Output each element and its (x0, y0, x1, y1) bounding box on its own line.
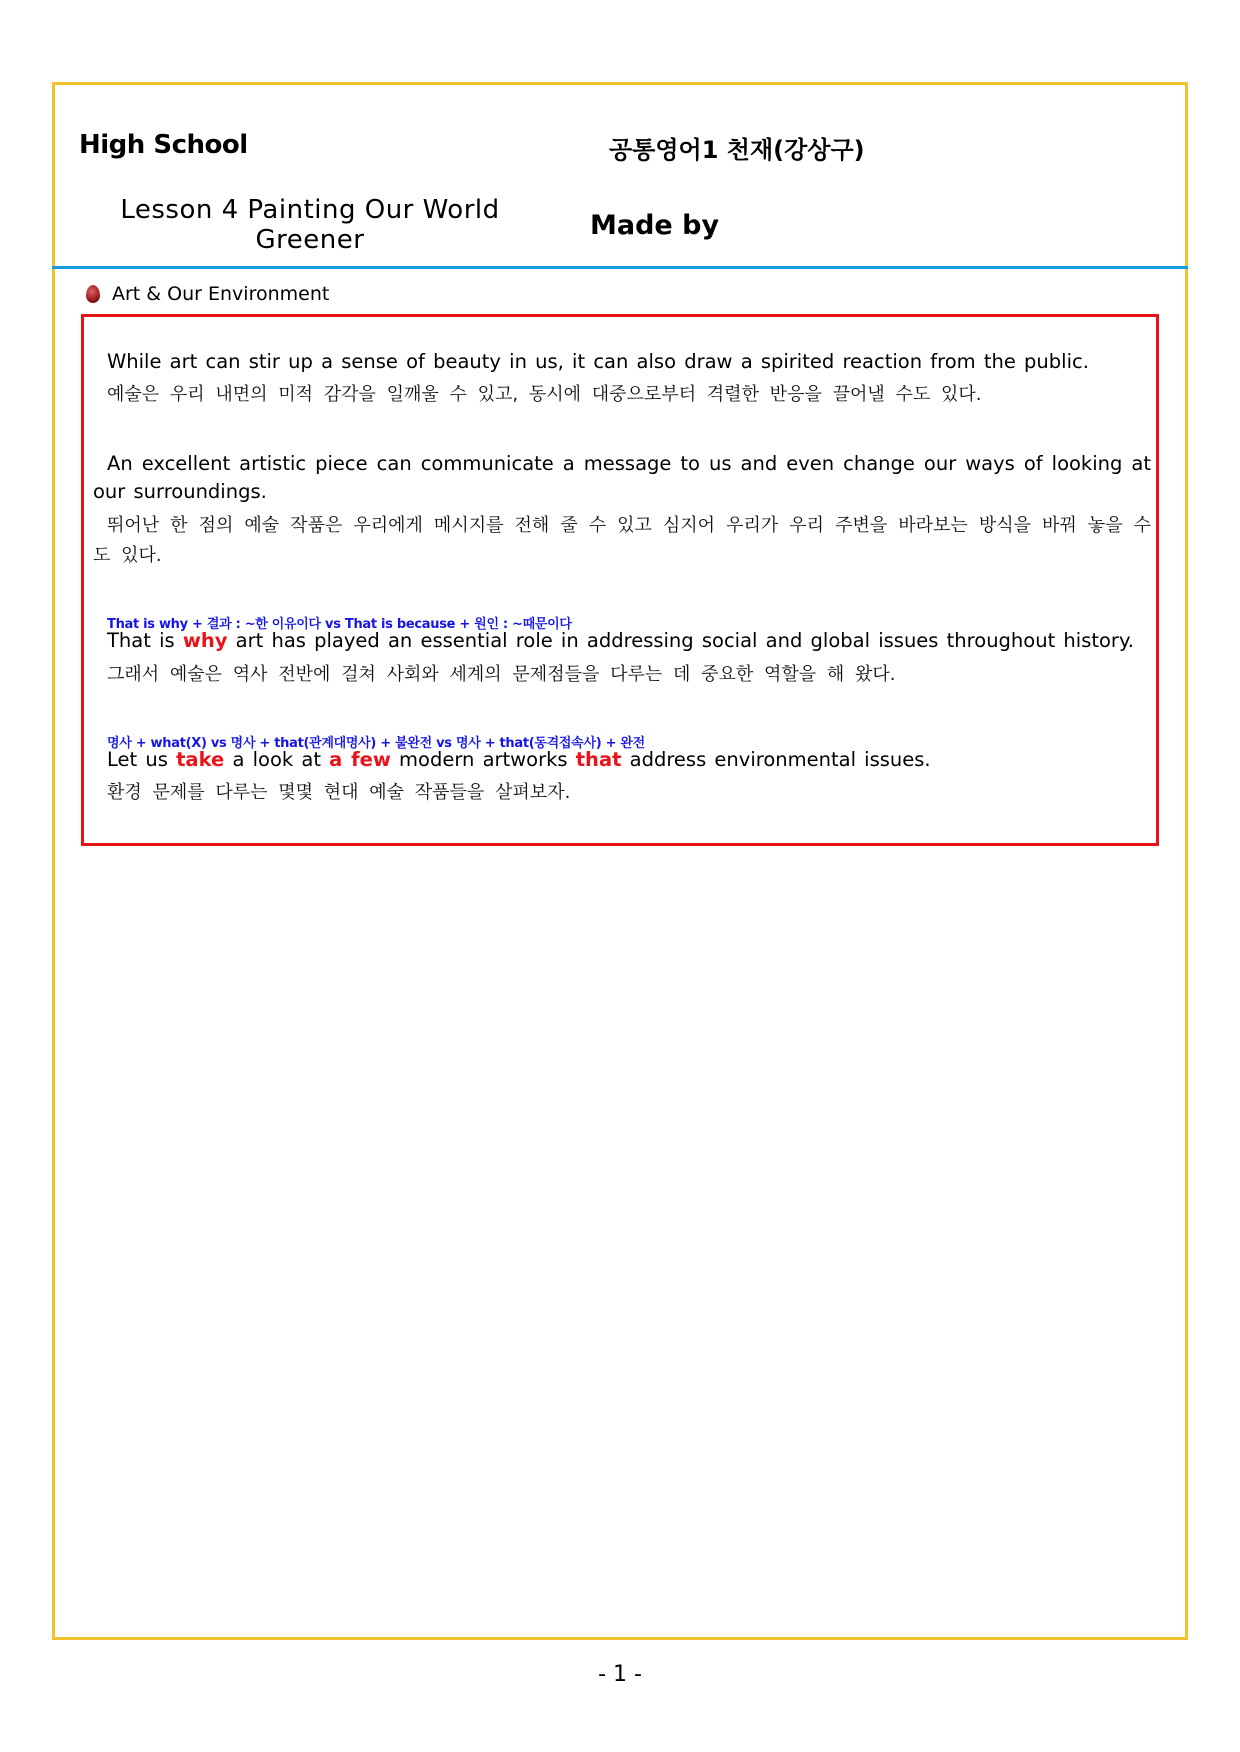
korean-translation-2: 뛰어난 한 점의 예술 작품은 우리에게 메시지를 전해 줄 수 있고 심지어 우리가 우리 주변을 바라보는 방식을 바꿔 놓을 수도 있다. (93, 515, 1151, 566)
highlighted-word: that (575, 748, 622, 771)
sentence-text: modern artworks (390, 748, 576, 771)
header-divider (52, 266, 1188, 269)
sentence-text: a look at (224, 748, 330, 771)
korean-translation-3: 그래서 예술은 역사 전반에 걸쳐 사회와 세계의 문제점들을 다루는 데 중요한 역할을 해 왔다. (107, 664, 896, 685)
sentence-text: art has played an essential role in addressing social and global issues throughout history. (227, 629, 1134, 652)
korean-translation-4: 환경 문제를 다루는 몇몇 현대 예술 작품들을 살펴보자. (107, 782, 571, 803)
section-title: Art & Our Environment (112, 283, 330, 305)
sentence-text: address environmental issues. (621, 748, 931, 771)
english-sentence-2: An excellent artistic piece can communicate a message to us and even change our ways of looking at our surroundings. (93, 452, 1151, 503)
lesson-title: Lesson 4 Painting Our World Greener (120, 195, 500, 255)
highlighted-word: take (176, 748, 225, 771)
textbook-title: 공통영어1 천재(강상구) (609, 136, 865, 164)
made-by-label: Made by (590, 210, 720, 241)
school-level: High School (79, 130, 248, 160)
grammar-note-2: 명사 + what(X) vs 명사 + that(관계대명사) + 불완전 vs 명사 + that(동격접속사) + 완전 (107, 736, 645, 751)
page-number: - 1 - (598, 1662, 642, 1687)
sentence-text: That is (107, 629, 183, 652)
korean-translation-1: 예술은 우리 내면의 미적 감각을 일깨울 수 있고, 동시에 대중으로부터 격렬한 반응을 끌어낼 수도 있다. (107, 384, 982, 405)
english-sentence-3 (107, 627, 1147, 655)
section-heading (86, 283, 329, 305)
bullet-icon (86, 285, 100, 303)
highlighted-word: a few (329, 748, 391, 771)
english-sentence-1: While art can stir up a sense of beauty in us, it can also draw a spirited reaction from the public. (107, 350, 1089, 373)
sentence-text: Let us (107, 748, 177, 771)
english-sentence-4 (107, 746, 1147, 774)
highlighted-word: why (182, 629, 228, 652)
grammar-note-1: That is why + 결과 : ~한 이유이다 vs That is because + 원인 : ~때문이다 (107, 617, 572, 632)
